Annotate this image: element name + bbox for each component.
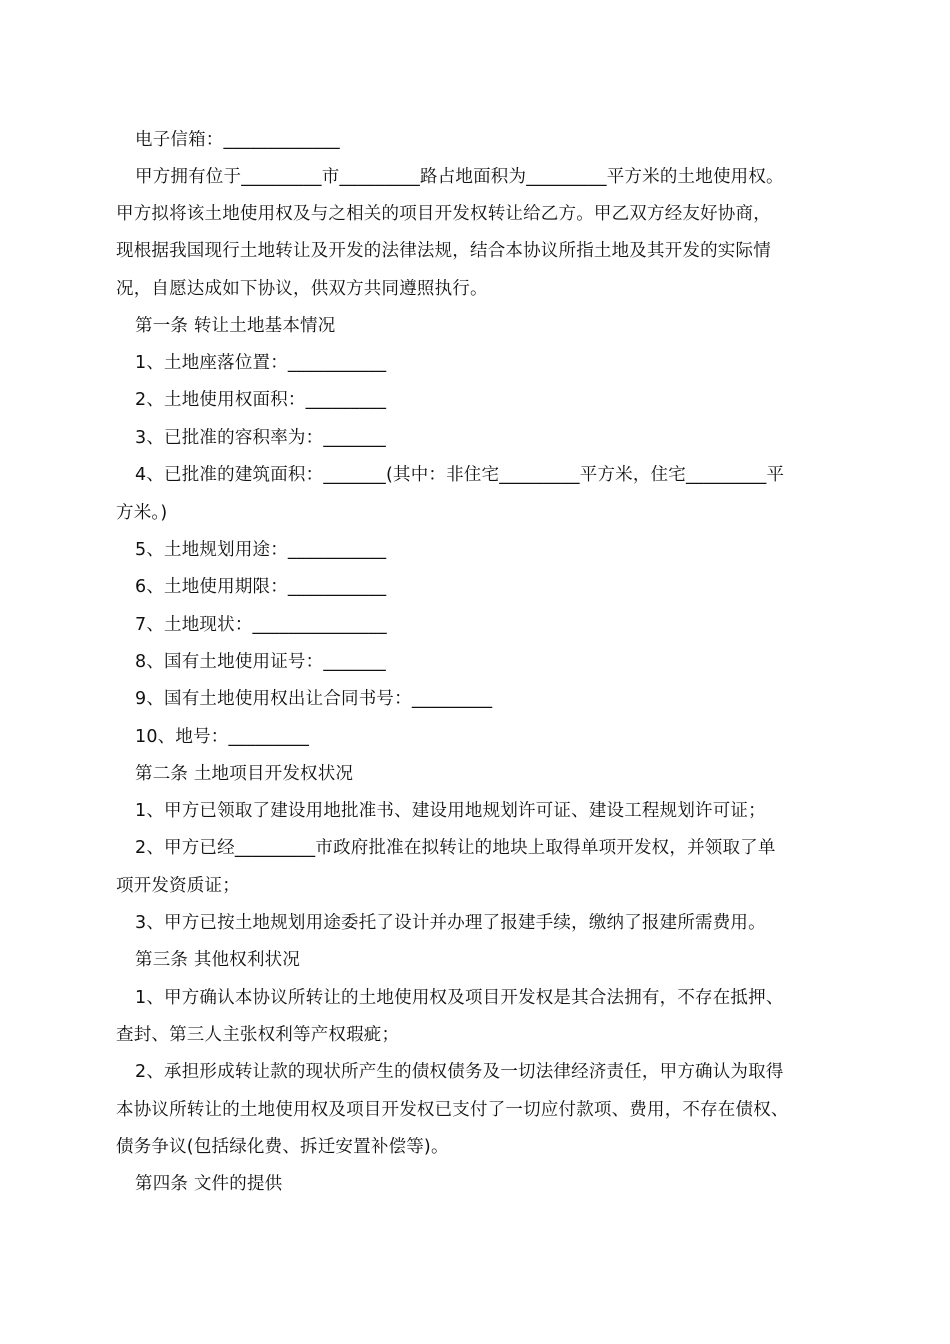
list-item: 9、国有土地使用权出让合同书号：_________: [135, 689, 493, 709]
list-item-continuation: 方米。): [116, 503, 168, 523]
list-item: 2、土地使用权面积：_________: [135, 390, 387, 410]
list-item: 2、甲方已经_________市政府批准在拟转让的地块上取得单项开发权，并领取了单: [135, 838, 776, 858]
list-item: 2、承担形成转让款的现状所产生的债权债务及一切法律经济责任，甲方确认为取得: [135, 1062, 784, 1082]
list-item-continuation: 债务争议(包括绿化费、拆迁安置补偿等)。: [116, 1137, 449, 1157]
paragraph-line: 甲方拥有位于_________市_________路占地面积为_________平方米的土地使用权。: [135, 167, 784, 187]
list-item: 1、甲方确认本协议所转让的土地使用权及项目开发权是其合法拥有，不存在抵押、: [135, 988, 784, 1008]
article-heading: 第四条 文件的提供: [135, 1174, 283, 1194]
list-item: 1、土地座落位置：___________: [135, 353, 387, 373]
paragraph-line: 现根据我国现行土地转让及开发的法律法规，结合本协议所指土地及其开发的实际情: [116, 241, 771, 261]
article-heading: 第三条 其他权利状况: [135, 950, 301, 970]
paragraph-line: 甲方拟将该土地使用权及与之相关的项目开发权转让给乙方。甲乙双方经友好协商，: [116, 204, 771, 224]
list-item: 8、国有土地使用证号：_______: [135, 652, 386, 672]
list-item: 4、已批准的建筑面积：_______(其中：非住宅_________平方米，住宅_________平: [135, 465, 785, 485]
list-item: 10、地号：_________: [135, 727, 310, 747]
paragraph-line: 况，自愿达成如下协议，供双方共同遵照执行。: [116, 279, 488, 299]
list-item: 3、甲方已按土地规划用途委托了设计并办理了报建手续，缴纳了报建所需费用。: [135, 913, 766, 933]
article-heading: 第二条 土地项目开发权状况: [135, 764, 354, 784]
list-item: 1、甲方已领取了建设用地批准书、建设用地规划许可证、建设工程规划许可证；: [135, 801, 766, 821]
list-item: 5、土地规划用途：___________: [135, 540, 387, 560]
article-heading: 第一条 转让土地基本情况: [135, 316, 336, 336]
list-item: 3、已批准的容积率为：_______: [135, 428, 386, 448]
list-item-continuation: 项开发资质证；: [116, 876, 240, 896]
list-item: 6、土地使用期限：___________: [135, 577, 387, 597]
email-line: 电子信箱：_____________: [135, 130, 340, 150]
list-item-continuation: 本协议所转让的土地使用权及项目开发权已支付了一切应付款项、费用，不存在债权、: [116, 1100, 789, 1120]
list-item-continuation: 查封、第三人主张权利等产权瑕疵；: [116, 1025, 400, 1045]
list-item: 7、土地现状：_______________: [135, 615, 387, 635]
